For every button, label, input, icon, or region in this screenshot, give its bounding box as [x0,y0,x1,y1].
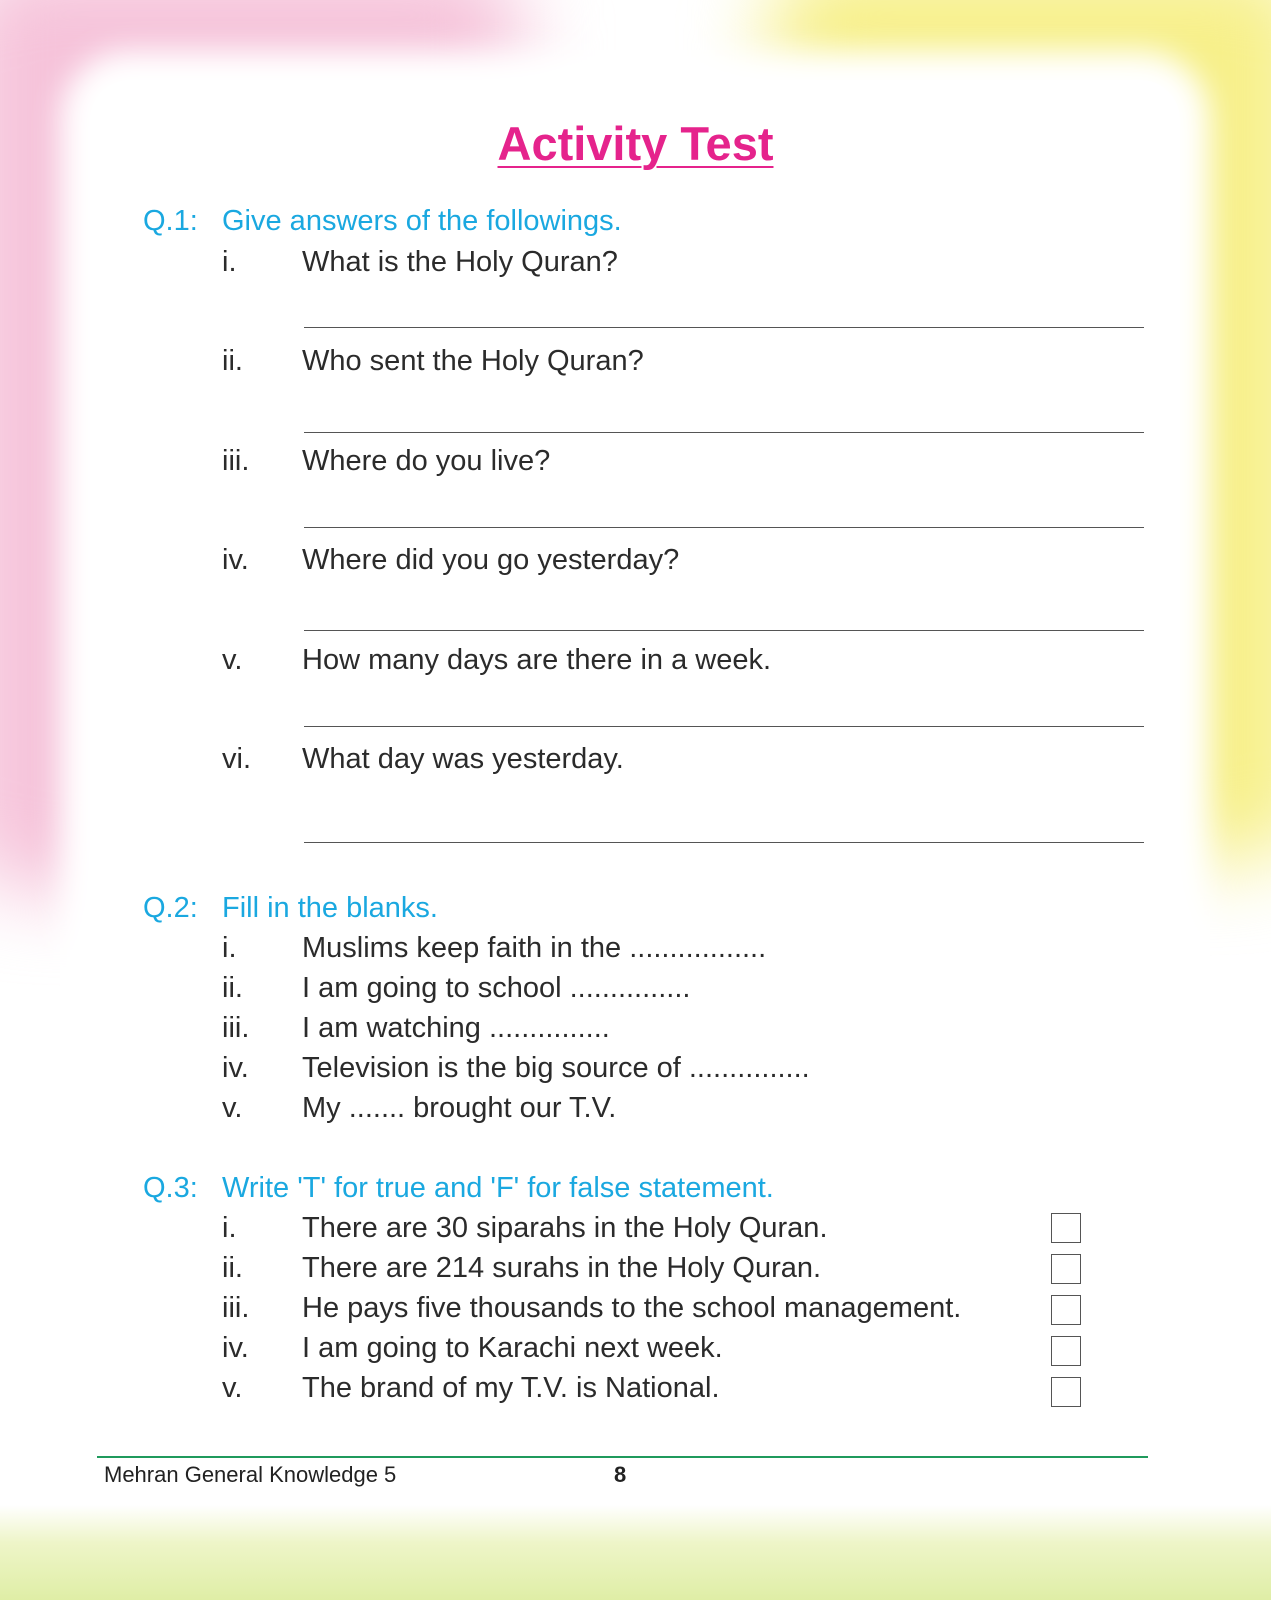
q2-label: Q.2: [143,892,198,924]
item-number: iv. [222,1332,249,1364]
footer-book-title: Mehran General Knowledge 5 [104,1462,397,1487]
q3-heading-text: Write 'T' for true and 'F' for false statement. [222,1172,774,1204]
item-number: v. [222,1092,243,1124]
q2-item-1 [222,932,766,965]
question-text: How many days are there in a week. [302,644,772,676]
q3-item-1 [222,1212,828,1245]
question-text: Where do you live? [302,445,551,477]
page-title [0,116,1271,171]
item-number: i. [222,1212,237,1244]
question-text: What day was yesterday. [302,743,624,775]
item-number: ii. [222,972,243,1004]
answer-line-3[interactable] [304,527,1144,528]
answer-line-5[interactable] [304,726,1144,727]
item-number: ii. [222,345,243,377]
q1-heading-text: Give answers of the followings. [222,205,622,237]
q3-label: Q.3: [143,1172,198,1204]
green-footer-decoration [0,1505,1271,1600]
q2-item-2 [222,972,690,1005]
true-false-checkbox-1[interactable] [1051,1213,1081,1243]
q1-item-4 [222,544,679,577]
q1-heading [143,205,622,238]
q1-item-5 [222,644,771,677]
statement-text: There are 30 siparahs in the Holy Quran. [302,1212,828,1244]
question-text: Where did you go yesterday? [302,544,680,576]
page-number: 8 [614,1462,627,1487]
blank-sentence: I am going to school ............... [302,972,691,1004]
question-text: Who sent the Holy Quran? [302,345,644,377]
true-false-checkbox-5[interactable] [1051,1377,1081,1407]
item-number: iv. [222,544,249,576]
statement-text: He pays five thousands to the school management. [302,1292,962,1324]
blank-sentence: Muslims keep faith in the ................. [302,932,767,964]
q1-item-6 [222,743,624,776]
true-false-checkbox-3[interactable] [1051,1295,1081,1325]
page-title-text: Activity Test [497,117,774,170]
question-text: What is the Holy Quran? [302,246,618,278]
item-number: v. [222,1372,243,1404]
item-number: iii. [222,1292,250,1324]
item-number: iv. [222,1052,249,1084]
q2-heading [143,892,438,925]
q1-item-3 [222,445,550,478]
q2-heading-text: Fill in the blanks. [222,892,438,924]
q3-item-4 [222,1332,723,1365]
true-false-checkbox-4[interactable] [1051,1336,1081,1366]
q3-item-2 [222,1252,821,1285]
answer-line-1[interactable] [304,327,1144,328]
statement-text: The brand of my T.V. is National. [302,1372,720,1404]
item-number: iii. [222,445,250,477]
statement-text: There are 214 surahs in the Holy Quran. [302,1252,822,1284]
q1-item-2 [222,345,644,378]
item-number: vi. [222,743,251,775]
q3-heading [143,1172,774,1205]
q2-item-5 [222,1092,616,1125]
q1-item-1 [222,246,618,279]
item-number: v. [222,644,243,676]
q2-item-3 [222,1012,610,1045]
statement-text: I am going to Karachi next week. [302,1332,723,1364]
answer-line-4[interactable] [304,630,1144,631]
blank-sentence: My ....... brought our T.V. [302,1092,617,1124]
q3-item-3 [222,1292,961,1325]
item-number: ii. [222,1252,243,1284]
item-number: iii. [222,1012,250,1044]
item-number: i. [222,246,237,278]
blank-sentence: Television is the big source of ............... [302,1052,810,1084]
answer-line-2[interactable] [304,432,1144,433]
true-false-checkbox-2[interactable] [1051,1254,1081,1284]
item-number: i. [222,932,237,964]
footer-rule [97,1456,1148,1458]
answer-line-6[interactable] [304,842,1144,843]
q1-label: Q.1: [143,205,198,237]
blank-sentence: I am watching ............... [302,1012,610,1044]
q2-item-4 [222,1052,810,1085]
q3-item-5 [222,1372,720,1405]
